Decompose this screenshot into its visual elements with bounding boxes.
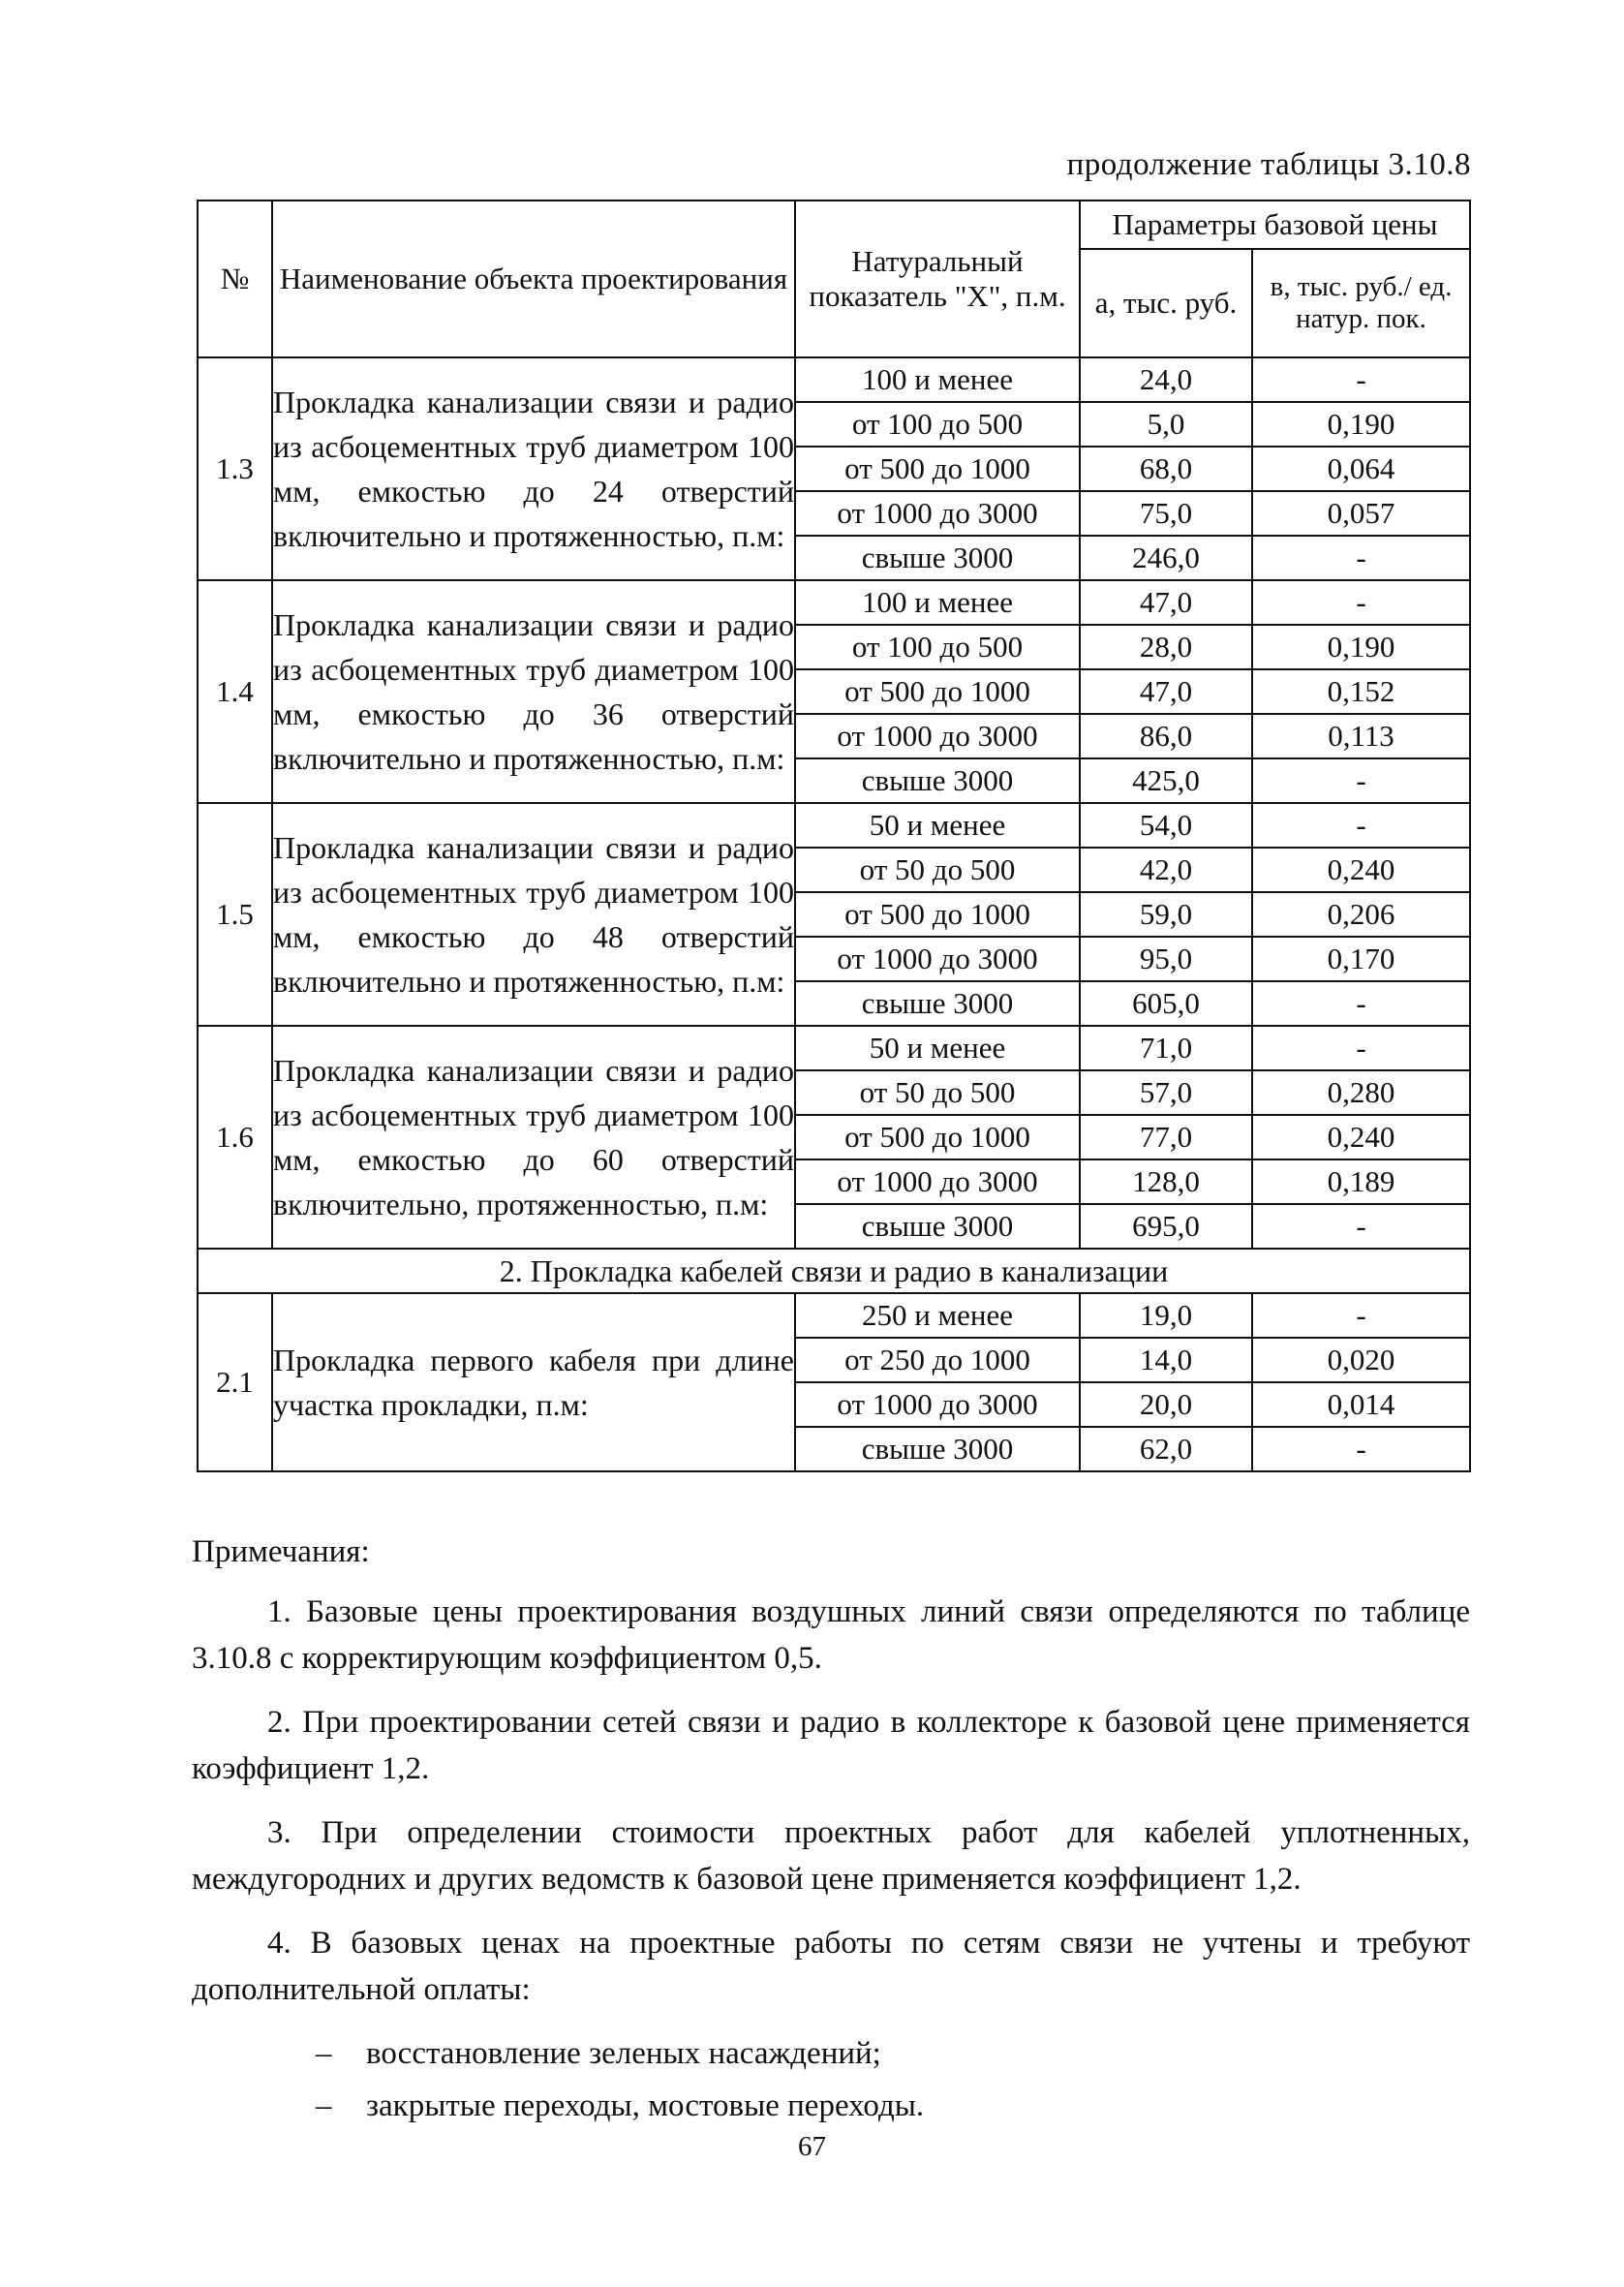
item-name: Прокладка первого кабеля при длине участка прокладки, п.м: [272,1293,795,1471]
indicator-range: свыше 3000 [795,758,1080,803]
price-b: - [1252,580,1470,625]
price-a: 605,0 [1080,981,1252,1026]
table-header [198,201,1470,357]
price-b: - [1252,1427,1470,1471]
item-name: Прокладка канализации связи и радио из асбоцементных труб диаметром 100 мм, емкостью до 36 отверстий включительно и протяженностью, п.м: [272,580,795,803]
price-a: 75,0 [1080,491,1252,536]
price-b: 0,190 [1252,625,1470,669]
indicator-range: 100 и менее [795,357,1080,402]
price-a: 95,0 [1080,937,1252,981]
price-b: 0,113 [1252,714,1470,758]
price-a: 62,0 [1080,1427,1252,1471]
price-a: 77,0 [1080,1115,1252,1159]
notes-section [192,1529,1470,2135]
table-row [198,1293,1470,1338]
table-row [198,357,1470,402]
header-a: а, тыс. руб. [1080,249,1252,357]
indicator-range: 250 и менее [795,1293,1080,1338]
note-dash-item [192,2083,1470,2129]
price-a: 68,0 [1080,447,1252,491]
header-b: в, тыс. руб./ ед. натур. пок. [1252,249,1470,357]
dash-item-text: восстановление зеленых насаждений; [366,2036,881,2071]
price-b: - [1252,803,1470,848]
dash-item-text: закрытые переходы, мостовые переходы. [366,2088,925,2123]
indicator-range: от 1000 до 3000 [795,1382,1080,1427]
note-item: 3. При определении стоимости проектных работ для кабелей уплотненных, междугородних и других ведомств к базовой цене применяется коэффициент 1,2. [192,1815,1470,1897]
price-a: 42,0 [1080,848,1252,892]
indicator-range: от 1000 до 3000 [795,714,1080,758]
item-number: 1.6 [198,1026,272,1249]
header-indicator: Натуральный показатель "X", п.м. [795,201,1080,357]
indicator-range: свыше 3000 [795,981,1080,1026]
table-row [198,580,1470,625]
indicator-range: свыше 3000 [795,536,1080,580]
indicator-range: от 1000 до 3000 [795,937,1080,981]
indicator-range: от 100 до 500 [795,402,1080,447]
price-b: 0,152 [1252,669,1470,714]
header-num: № [198,201,272,357]
item-name: Прокладка канализации связи и радио из асбоцементных труб диаметром 100 мм, емкостью до 48 отверстий включительно и протяженностью, п.м: [272,803,795,1026]
price-a: 24,0 [1080,357,1252,402]
item-name: Прокладка канализации связи и радио из асбоцементных труб диаметром 100 мм, емкостью до 60 отверстий включительно, протяженностью, п.м: [272,1026,795,1249]
price-a: 5,0 [1080,402,1252,447]
indicator-range: от 100 до 500 [795,625,1080,669]
indicator-range: от 500 до 1000 [795,669,1080,714]
table-row [198,803,1470,848]
price-a: 59,0 [1080,892,1252,937]
price-a: 47,0 [1080,669,1252,714]
indicator-range: от 1000 до 3000 [795,491,1080,536]
item-number: 1.4 [198,580,272,803]
price-b: - [1252,1026,1470,1070]
notes-title: Примечания: [192,1534,370,1569]
note-item: 4. В базовых ценах на проектные работы по сетям связи не учтены и требуют дополнительной оплаты: [192,1926,1470,2007]
price-b: 0,240 [1252,1115,1470,1159]
indicator-range: от 1000 до 3000 [795,1159,1080,1204]
section-row [198,1249,1470,1293]
item-number: 1.3 [198,357,272,580]
page-number: 67 [798,2131,826,2162]
indicator-range: от 50 до 500 [795,1070,1080,1115]
price-b: 0,057 [1252,491,1470,536]
price-b: 0,190 [1252,402,1470,447]
indicator-range: от 500 до 1000 [795,1115,1080,1159]
indicator-range: 50 и менее [795,803,1080,848]
dash-marker: – [316,2088,332,2123]
price-a: 86,0 [1080,714,1252,758]
indicator-range: свыше 3000 [795,1204,1080,1249]
price-a: 28,0 [1080,625,1252,669]
indicator-range: от 250 до 1000 [795,1338,1080,1382]
price-b: - [1252,758,1470,803]
price-a: 128,0 [1080,1159,1252,1204]
price-b: 0,170 [1252,937,1470,981]
price-b: - [1252,1204,1470,1249]
section-title: 2. Прокладка кабелей связи и радио в канализации [198,1249,1470,1293]
indicator-range: свыше 3000 [795,1427,1080,1471]
price-b: 0,064 [1252,447,1470,491]
price-a: 47,0 [1080,580,1252,625]
price-b: 0,189 [1252,1159,1470,1204]
indicator-range: от 50 до 500 [795,848,1080,892]
price-b: 0,020 [1252,1338,1470,1382]
price-a: 695,0 [1080,1204,1252,1249]
price-a: 57,0 [1080,1070,1252,1115]
price-b: 0,014 [1252,1382,1470,1427]
price-b: 0,280 [1252,1070,1470,1115]
note-item: 1. Базовые цены проектирования воздушных линий связи определяются по таблице 3.10.8 с корректирующим коэффициентом 0,5. [192,1594,1470,1676]
price-a: 19,0 [1080,1293,1252,1338]
table-row [198,1026,1470,1070]
indicator-range: от 500 до 1000 [795,447,1080,491]
table-continuation-label: продолжение таблицы 3.10.8 [1066,147,1471,182]
table-body [198,357,1470,1471]
base-price-table [197,200,1471,1472]
indicator-range: от 500 до 1000 [795,892,1080,937]
price-b: 0,240 [1252,848,1470,892]
price-a: 246,0 [1080,536,1252,580]
dash-marker: – [316,2036,332,2071]
header-price-params: Параметры базовой цены [1080,201,1470,249]
item-name: Прокладка канализации связи и радио из асбоцементных труб диаметром 100 мм, емкостью до 24 отверстий включительно и протяженностью, п.м: [272,357,795,580]
price-a: 54,0 [1080,803,1252,848]
note-item: 2. При проектировании сетей связи и радио в коллекторе к базовой цене применяется коэффициент 1,2. [192,1705,1470,1786]
price-b: - [1252,357,1470,402]
price-b: - [1252,1293,1470,1338]
price-a: 71,0 [1080,1026,1252,1070]
indicator-range: 50 и менее [795,1026,1080,1070]
item-number: 1.5 [198,803,272,1026]
price-b: 0,206 [1252,892,1470,937]
price-b: - [1252,536,1470,580]
indicator-range: 100 и менее [795,580,1080,625]
note-dash-item [192,2030,1470,2077]
item-number: 2.1 [198,1293,272,1471]
price-a: 20,0 [1080,1382,1252,1427]
price-b: - [1252,981,1470,1026]
price-a: 14,0 [1080,1338,1252,1382]
price-a: 425,0 [1080,758,1252,803]
header-object-name: Наименование объекта проектирования [272,201,795,357]
